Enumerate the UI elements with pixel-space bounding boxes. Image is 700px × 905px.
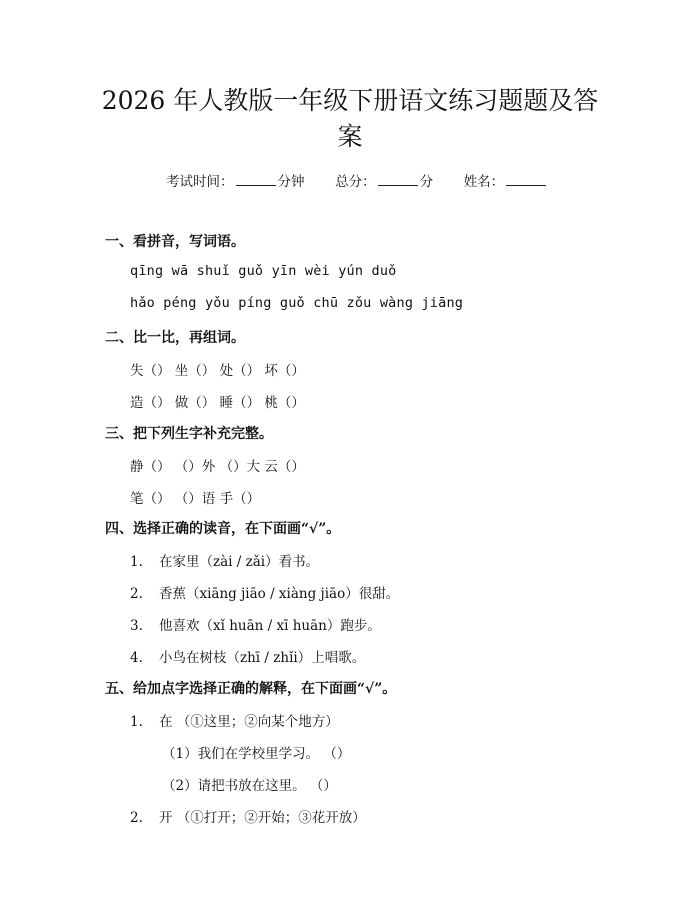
list-item: 2. 开 （①打开；②开始；③花开放） xyxy=(130,810,366,826)
list-item: 1. 在 （①这里；②向某个地方） xyxy=(130,714,339,730)
list-item: 3. 他喜欢（xǐ huān / xī huān）跑步。 xyxy=(130,618,381,634)
complete-line-2: 笔（） （）语 手（） xyxy=(130,491,261,507)
sub-item: （2）请把书放在这里。 （） xyxy=(162,778,337,794)
pinyin-line-2: hǎo péng yǒu píng guǒ chū zǒu wàng jiāng xyxy=(130,295,464,311)
pinyin-line-1: qīng wā shuǐ guǒ yīn wèi yún duǒ xyxy=(130,263,397,279)
score-unit: 分 xyxy=(419,174,434,190)
compare-line-2: 造（） 做（） 睡（） 桃（） xyxy=(130,395,305,411)
score-label: 总分： xyxy=(335,174,376,190)
name-blank xyxy=(506,173,546,186)
section-5-heading: 五、给加点字选择正确的解释，在下面画“√”。 xyxy=(105,681,397,697)
name-label: 姓名： xyxy=(463,174,505,190)
list-item: 4. 小鸟在树枝（zhī / zhǐi）上唱歌。 xyxy=(130,650,366,666)
section-3-heading: 三、把下列生字补充完整。 xyxy=(105,426,273,442)
time-blank xyxy=(236,173,276,186)
time-label: 考试时间： xyxy=(166,174,234,190)
list-item: 1. 在家里（zài / zǎi）看书。 xyxy=(130,554,320,570)
time-unit: 分钟 xyxy=(277,174,305,190)
section-4-heading: 四、选择正确的读音，在下面画“√”。 xyxy=(105,521,341,537)
exam-info-row xyxy=(166,170,548,190)
section-2-heading: 二、比一比，再组词。 xyxy=(105,330,245,346)
score-blank xyxy=(378,173,418,186)
complete-line-1: 静（） （）外 （）大 云（） xyxy=(130,459,305,475)
list-item: 2. 香蕉（xiāng jiāo / xiàng jiāo）很甜。 xyxy=(130,586,400,602)
title-line-1: 2026 年人教版一年级下册语文练习题题及答 xyxy=(101,86,599,115)
section-1-heading: 一、看拼音，写词语。 xyxy=(105,234,245,250)
title-line-2: 案 xyxy=(337,122,363,151)
sub-item: （1）我们在学校里学习。 （） xyxy=(162,746,351,762)
compare-line-1: 失（） 坐（） 处（） 坏（） xyxy=(130,363,305,379)
